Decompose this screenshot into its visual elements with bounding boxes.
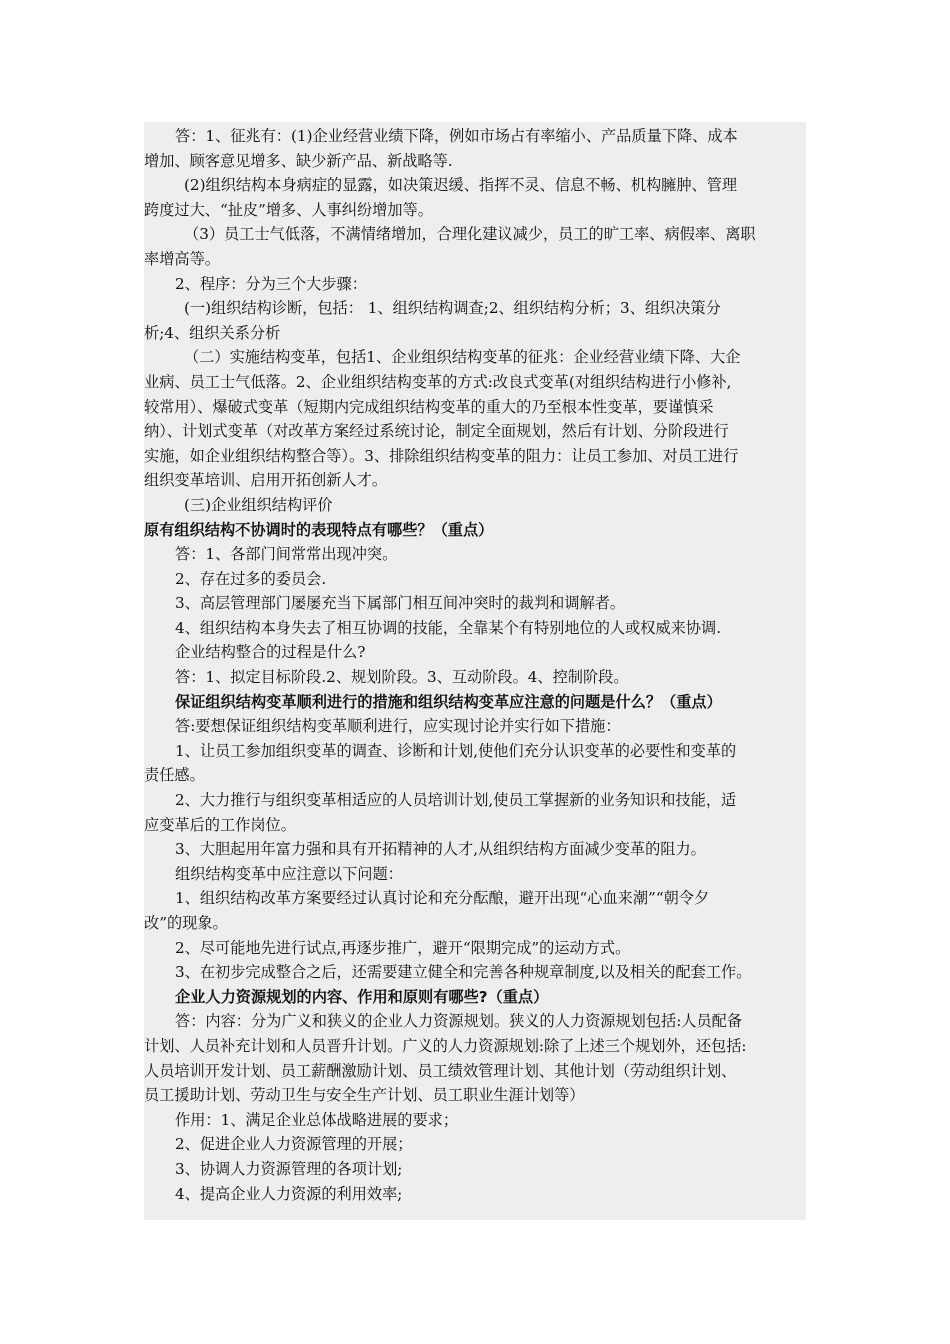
paragraph-line: 企业结构整合的过程是什么? (175, 643, 366, 662)
paragraph-line: (一)组织结构诊断，包括： 1、组织结构调查;2、组织结构分析；3、组织决策分 (184, 299, 721, 318)
paragraph-line: 作用：1、满足企业总体战略进展的要求； (175, 1110, 459, 1129)
paragraph-line: 2、促进企业人力资源管理的开展； (175, 1135, 413, 1154)
paragraph-line: 答：1、拟定目标阶段.2、规划阶段。3、互动阶段。4、控制阶段。 (175, 668, 629, 687)
paragraph-line: (三)企业组织结构评价 (184, 495, 333, 514)
paragraph-line: 实施，如企业组织结构整合等）。3、排除组织结构变革的阻力：让员工参加、对员工进行 (144, 446, 739, 465)
paragraph-line: 1、组织结构改革方案要经过认真讨论和充分酝酿，避开出现“心血来潮”“朝令夕 (175, 889, 710, 908)
section-heading: 保证组织结构变革顺利进行的措施和组织结构变革应注意的问题是什么？（重点） (175, 692, 722, 711)
paragraph-line: 2、大力推行与组织变革相适应的人员培训计划,使员工掌握新的业务知识和技能，适 (175, 791, 737, 810)
paragraph-line: 组织变革培训、启用开拓创新人才。 (144, 471, 387, 490)
paragraph-line: 4、组织结构本身失去了相互协调的技能，全靠某个有特别地位的人或权威来协调. (175, 618, 722, 637)
paragraph-line: 3、高层管理部门屡屡充当下属部门相互间冲突时的裁判和调解者。 (175, 594, 626, 613)
paragraph-line: 率增高等。 (144, 249, 220, 268)
paragraph-line: 改”的现象。 (144, 914, 228, 932)
paragraph-line: 答：1、各部门间常常出现冲突。 (175, 545, 398, 564)
paragraph-line: 3、在初步完成整合之后，还需要建立健全和完善各种规章制度,以及相关的配套工作。 (175, 963, 752, 982)
paragraph-line: 员工援助计划、劳动卫生与安全生产计划、员工职业生涯计划等） (144, 1086, 585, 1105)
paragraph-line: 应变革后的工作岗位。 (144, 815, 296, 834)
paragraph-line: 较常用）、爆破式变革（短期内完成组织结构变革的重大的乃至根本性变革，要谨慎采 (144, 397, 714, 416)
paragraph-line: 增加、顾客意见增多、缺少新产品、新战略等. (144, 151, 453, 170)
section-heading: 原有组织结构不协调时的表现特点有哪些？（重点） (144, 520, 494, 539)
paragraph-line: 析;4、组织关系分析 (144, 323, 281, 342)
paragraph-line: 责任感。 (144, 766, 205, 785)
paragraph-line: 答:要想保证组织结构变革顺利进行，应实现讨论并实行如下措施： (175, 717, 621, 736)
paragraph-line: 2、程序：分为三个大步骤： (175, 274, 367, 293)
paragraph-line: 答：1、征兆有：(1)企业经营业绩下降，例如市场占有率缩小、产品质量下降、成本 (175, 127, 738, 145)
paragraph-line: 跨度过大、“扯皮”增多、人事纠纷增加等。 (144, 200, 433, 219)
paragraph-line: 业病、员工士气低落。2、企业组织结构变革的方式:改良式变革(对组织结构进行小修补, (144, 372, 732, 391)
paragraph-line: 2、尽可能地先进行试点,再逐步推广，避开“限期完成”的运动方式。 (175, 938, 631, 957)
paragraph-line: 人员培训开发计划、员工薪酬激励计划、员工绩效管理计划、其他计划（劳动组织计划、 (144, 1061, 737, 1080)
paragraph-line: 3、协调人力资源管理的各项计划; (175, 1159, 403, 1178)
paragraph-line: 纳）、计划式变革（对改革方案经过系统讨论，制定全面规划，然后有计划、分阶段进行 (144, 422, 729, 441)
paragraph-line: 组织结构变革中应注意以下问题： (175, 864, 403, 883)
paragraph-line: 1、让员工参加组织变革的调查、诊断和计划,使他们充分认识变革的必要性和变革的 (175, 741, 737, 760)
paragraph-line: 答：内容：分为广义和狭义的企业人力资源规划。狭义的人力资源规划包括:人员配备 (175, 1012, 743, 1031)
section-heading: 企业人力资源规划的内容、作用和原则有哪些?（重点） (175, 987, 549, 1006)
paragraph-line: （3）员工士气低落，不满情绪增加，合理化建议减少，员工的旷工率、病假率、离职 (184, 225, 756, 244)
paragraph-line: (2)组织结构本身病症的显露，如决策迟缓、指挥不灵、信息不畅、机构臃肿、管理 (184, 176, 738, 195)
paragraph-line: 2、存在过多的委员会. (175, 569, 327, 588)
paragraph-line: 4、提高企业人力资源的利用效率; (175, 1184, 403, 1203)
paragraph-line: （二）实施结构变革，包括1、企业组织结构变革的征兆：企业经营业绩下降、大企 (184, 348, 741, 367)
paragraph-line: 3、大胆起用年富力强和具有开拓精神的人才,从组织结构方面减少变革的阻力。 (175, 840, 706, 859)
document-body (144, 124, 824, 1206)
paragraph-line: 计划、人员补充计划和人员晋升计划。广义的人力资源规划:除了上述三个规划外，还包括: (144, 1036, 747, 1055)
